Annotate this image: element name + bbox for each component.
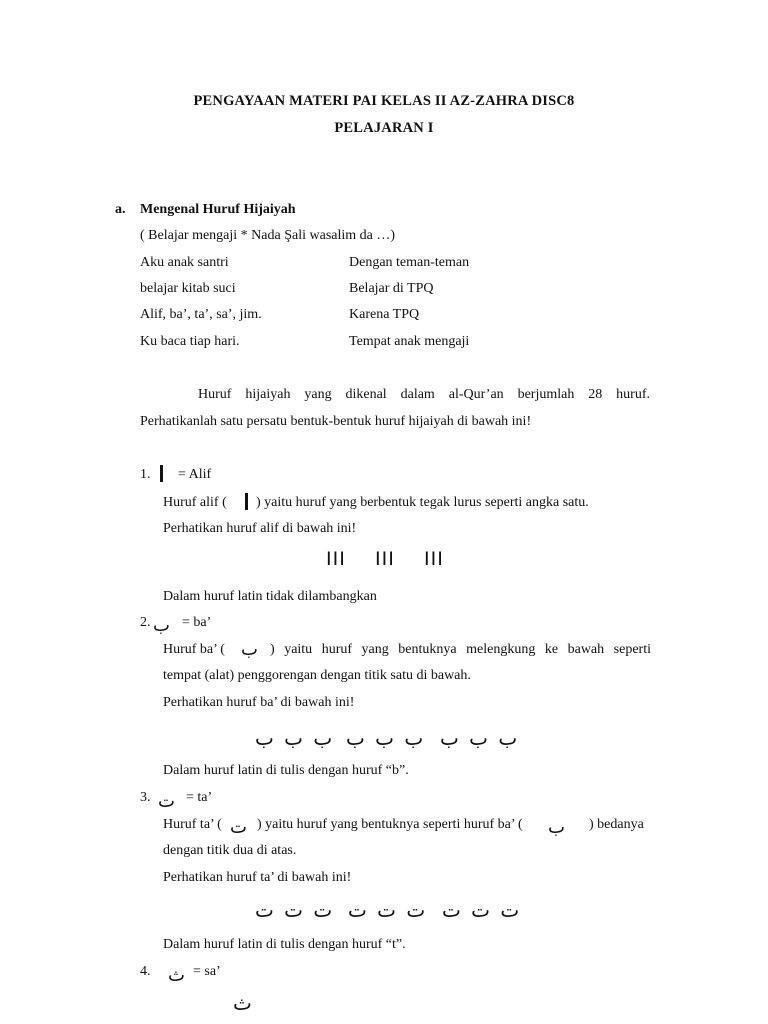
- sa-inline-glyph: ث: [233, 991, 252, 1015]
- alif-sample-group: III: [424, 548, 444, 570]
- ta-latin-note: Dalam huruf latin di tulis dengan huruf “t”.: [163, 937, 406, 952]
- song-line-left: Alif, ba’, ta’, sa’, jim.: [140, 307, 262, 322]
- ba-sample-group: ب ب ب: [440, 726, 518, 750]
- item-number: 4.: [140, 964, 151, 979]
- alif-equals: = Alif: [178, 467, 212, 482]
- ta-compare-ba-glyph: ب: [548, 817, 565, 838]
- ba-desc-post: ) yaitu huruf yang bentuknya melengkung ke bawah seperti: [270, 642, 651, 657]
- ta-desc-post: ) bedanya: [589, 817, 644, 832]
- ta-sample-group: ت ت ت: [348, 898, 426, 922]
- ba-sample-group: ب ب ب: [346, 726, 424, 750]
- section-heading: Mengenal Huruf Hijaiyah: [140, 202, 296, 217]
- ba-equals: = ba’: [182, 615, 212, 630]
- section-marker: a.: [115, 202, 126, 217]
- alif-desc-post: ) yaitu huruf yang berbentuk tegak lurus seperti angka satu.: [256, 495, 589, 510]
- ta-equals: = ta’: [186, 790, 213, 805]
- alif-glyph-icon: [160, 465, 163, 485]
- song-note: ( Belajar mengaji * Nada Şali wasalim da …): [140, 228, 396, 243]
- ta-inline-glyph: ت: [230, 817, 247, 838]
- document-title: PENGAYAAN MATERI PAI KELAS II AZ-ZAHRA DISC8: [193, 93, 575, 109]
- ta-glyph: ت: [158, 791, 175, 812]
- ba-desc-line2: tempat (alat) penggorengan dengan titik satu di bawah.: [163, 668, 471, 683]
- intro-paragraph-line1: Huruf hijaiyah yang dikenal dalam al-Qur’an berjumlah 28 huruf.: [198, 387, 650, 402]
- ba-sample-group: ب ب ب: [255, 726, 333, 750]
- ba-inline-glyph: ب: [241, 639, 258, 660]
- alif-latin-note: Dalam huruf latin tidak dilambangkan: [163, 589, 377, 604]
- alif-sample-group: III: [326, 548, 346, 570]
- song-line-right: Dengan teman-teman: [349, 255, 470, 270]
- ba-desc-pre: Huruf ba’ (: [163, 642, 225, 657]
- song-line-right: Belajar di TPQ: [349, 281, 434, 296]
- sa-equals: = sa’: [193, 964, 221, 979]
- ta-desc-line2: dengan titik dua di atas.: [163, 843, 297, 858]
- sa-glyph: ث: [168, 965, 185, 986]
- song-line-left: Ku baca tiap hari.: [140, 334, 240, 349]
- ta-desc-mid: ) yaitu huruf yang bentuknya seperti huruf ba’ (: [257, 817, 523, 832]
- alif-sample-group: III: [375, 548, 395, 570]
- ta-sample-group: ت ت ت: [255, 898, 333, 922]
- song-line-left: Aku anak santri: [140, 255, 229, 270]
- lesson-title: PELAJARAN I: [334, 120, 434, 136]
- ba-latin-note: Dalam huruf latin di tulis dengan huruf “b”.: [163, 763, 409, 778]
- ta-observe: Perhatikan huruf ta’ di bawah ini!: [163, 870, 352, 885]
- song-line-left: belajar kitab suci: [140, 281, 236, 296]
- item-number: 1.: [140, 467, 151, 482]
- item-number: 3.: [140, 790, 151, 805]
- ta-desc-pre: Huruf ta’ (: [163, 817, 222, 832]
- alif-desc-pre: Huruf alif (: [163, 495, 227, 510]
- song-line-right: Karena TPQ: [349, 307, 420, 322]
- alif-inline-glyph-icon: [245, 493, 248, 513]
- alif-observe: Perhatikan huruf alif di bawah ini!: [163, 521, 357, 536]
- ba-observe: Perhatikan huruf ba’ di bawah ini!: [163, 695, 355, 710]
- item-number: 2.: [140, 615, 151, 630]
- ba-glyph: ب: [153, 615, 170, 636]
- intro-paragraph-line2: Perhatikanlah satu persatu bentuk-bentuk huruf hijaiyah di bawah ini!: [140, 414, 532, 429]
- ta-sample-group: ت ت ت: [442, 898, 520, 922]
- song-line-right: Tempat anak mengaji: [349, 334, 470, 349]
